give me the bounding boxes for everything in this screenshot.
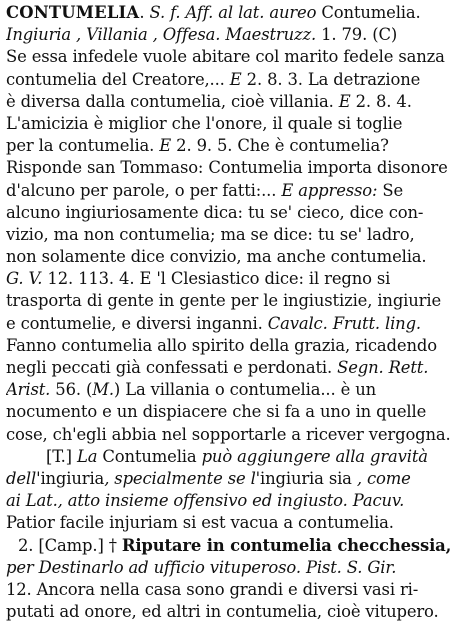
text-run: Contumelia	[97, 446, 202, 466]
italic-text-run: , come	[351, 468, 411, 488]
entry-line	[6, 335, 466, 357]
entry-line	[6, 601, 466, 623]
text-run: 2. 8. 4.	[350, 91, 412, 111]
text-run: d'alcuno per parole, o per fatti:...	[6, 180, 282, 200]
entry-line	[6, 180, 466, 202]
entry-line	[6, 2, 466, 24]
bold-text-run: Riputare in contumelia checchessia,	[121, 535, 452, 555]
entry-line	[6, 512, 466, 534]
text-run: vizio, ma non contumelia; ma se dice: tu se' ladro,	[6, 224, 415, 244]
entry-line	[6, 290, 466, 312]
text-run: Risponde san Tommaso: Contumelia importa disonore	[6, 158, 448, 178]
entry-line	[6, 113, 466, 135]
text-run: Fanno contumelia allo spirito della grazia, ricadendo	[6, 335, 437, 355]
headword: CONTUMELIA	[6, 3, 140, 22]
text-run: ) La villania o contumelia... è un	[113, 380, 377, 400]
dictionary-entry-page	[6, 2, 466, 623]
entry-line	[6, 46, 466, 68]
italic-text-run: Ingiuria , Villania , Offesa. Maestruzz.	[6, 25, 317, 45]
entry-line	[6, 313, 466, 335]
entry-line	[6, 379, 466, 401]
italic-text-run: E	[159, 136, 172, 156]
italic-text-run: può aggiungere alla gravità	[201, 446, 428, 466]
italic-text-run: Cavalc. Frutt. ling.	[267, 313, 421, 333]
text-run: Contumelia.	[316, 3, 421, 22]
entry-line	[6, 202, 466, 224]
italic-text-run: , specialmente se l'	[104, 468, 261, 488]
entry-line	[6, 535, 466, 557]
text-run: 12. Ancora nella casa sono grandi e diversi vasi ri-	[6, 579, 419, 599]
italic-text-run: E appresso:	[281, 180, 378, 200]
text-run: e contumelie, e diversi inganni.	[6, 313, 268, 333]
entry-line	[6, 268, 466, 290]
text-run: putati ad onore, ed altri in contumelia, cioè vitupero.	[6, 602, 439, 622]
entry-line	[6, 557, 466, 579]
italic-text-run: Arist.	[6, 380, 51, 400]
entry-line	[6, 579, 466, 601]
italic-text-run: M.	[92, 380, 114, 400]
text-run: non solamente dice convizio, ma anche contumelia.	[6, 247, 427, 267]
italic-text-run: Segn. Rett.	[337, 358, 429, 377]
text-run: L'amicizia è miglior che l'onore, il quale si toglie	[6, 113, 403, 133]
text-run: 1. 79. (C)	[316, 25, 398, 45]
text-run: Se	[377, 180, 404, 200]
entry-line	[6, 69, 466, 91]
text-run: 2. [Camp.] †	[18, 535, 122, 555]
text-run: ingiuria sia	[260, 468, 352, 488]
entry-line	[6, 424, 466, 446]
text-run: contumelia del Creatore,...	[6, 69, 230, 89]
text-run: Patior facile injuriam si est vacua a contumelia.	[6, 513, 394, 533]
italic-text-run: E	[229, 69, 242, 89]
text-run: cose, ch'egli abbia nel sopportarle a ricever vergogna.	[6, 424, 451, 444]
text-run: 56. (	[50, 380, 93, 400]
text-run: negli peccati già confessati e perdonati.	[6, 358, 338, 377]
text-run: alcuno ingiuriosamente dica: tu se' cieco, dice con-	[6, 202, 424, 222]
text-run: trasporta di gente in gente per le ingiustizie, ingiurie	[6, 291, 441, 311]
text-run: [T.]	[46, 446, 77, 466]
italic-text-run: dell'	[6, 468, 41, 488]
entry-line	[6, 24, 466, 46]
text-run: 2. 8. 3. La detrazione	[241, 69, 421, 89]
italic-text-run: E	[338, 91, 351, 111]
entry-line	[6, 157, 466, 179]
entry-line	[6, 91, 466, 113]
entry-line	[6, 490, 466, 512]
text-run: per la contumelia.	[6, 136, 160, 156]
italic-text-run: per Destinarlo ad ufficio vituperoso. Pist. S. Gir.	[6, 557, 397, 577]
text-run: è diversa dalla contumelia, cioè villania.	[6, 91, 339, 111]
entry-line	[6, 468, 466, 490]
entry-line	[6, 446, 466, 468]
entry-line	[6, 401, 466, 423]
italic-text-run: ai Lat., atto insieme offensivo ed ingiusto. Pacuv.	[6, 491, 405, 511]
entry-line	[6, 224, 466, 246]
text-run: nocumento e un dispiacere che si fa a uno in quelle	[6, 402, 427, 422]
entry-line	[6, 357, 466, 379]
text-run: ingiuria	[40, 468, 105, 488]
entry-line	[6, 246, 466, 268]
text-run: Se essa infedele vuole abitare col marito fedele sanza	[6, 47, 445, 67]
dictionary-entry	[6, 2, 466, 623]
entry-line	[6, 135, 466, 157]
italic-text-run: La	[76, 446, 98, 466]
text-run: 12. 113. 4. E 'l Clesiastico dice: il regno si	[42, 269, 391, 289]
italic-text-run: S. f. Aff. al lat. aureo	[149, 3, 317, 22]
italic-text-run: G. V.	[6, 269, 43, 289]
text-run: 2. 9. 5. Che è contumelia?	[171, 136, 389, 156]
text-run: .	[139, 3, 150, 22]
